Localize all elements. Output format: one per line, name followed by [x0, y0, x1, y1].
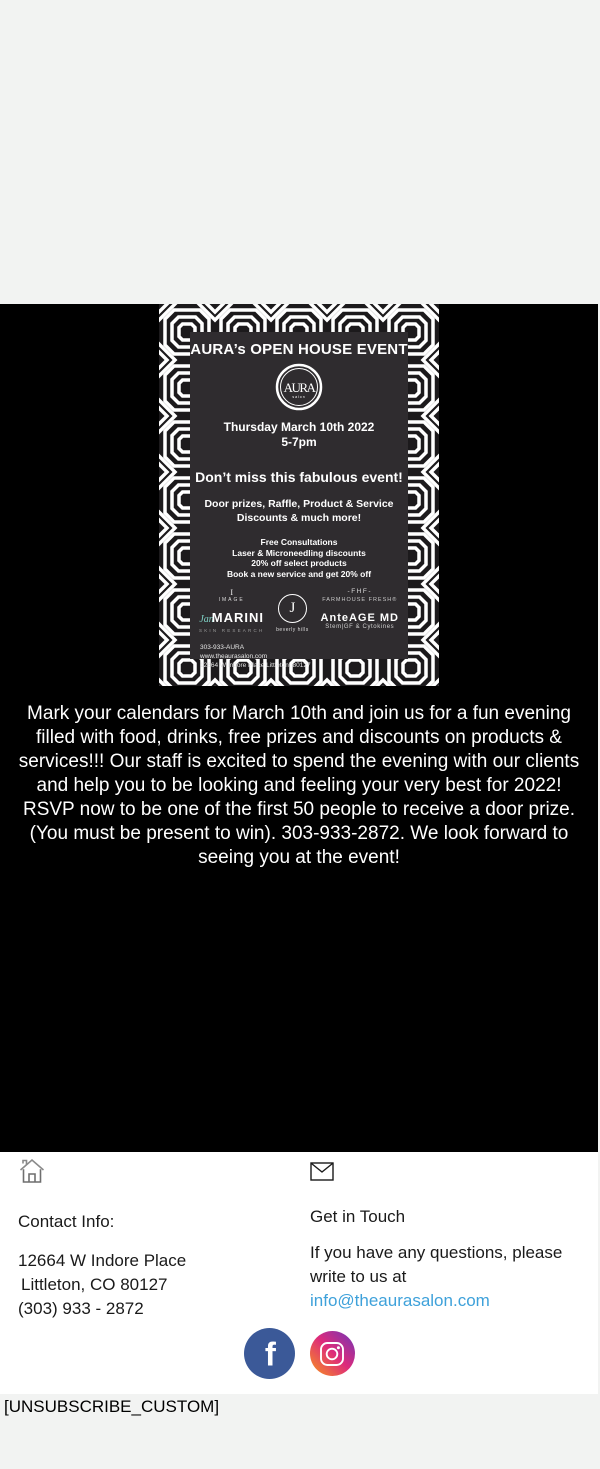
address-line-2: Littleton, CO 80127: [21, 1275, 168, 1294]
unsubscribe-placeholder[interactable]: [UNSUBSCRIBE_CUSTOM]: [4, 1397, 220, 1416]
email-footer: [0, 1152, 598, 1394]
svg-text:salon: salon: [292, 395, 306, 399]
flyer-contact-website: www.theaurasalon.com: [200, 653, 268, 660]
footer-get-in-touch-column: [310, 1157, 582, 1313]
flyer-offer-item: Free Consultations: [260, 537, 338, 547]
contact-address-block: [18, 1249, 290, 1321]
home-icon: [18, 1157, 290, 1190]
image-skincare-logo: I: [230, 588, 234, 597]
contact-phone: (303) 933 - 2872: [18, 1299, 144, 1318]
farmhouse-fresh-logo: -FHF-: [347, 588, 372, 595]
flyer-time: 5-7pm: [281, 435, 317, 449]
flyer-offer-item: Book a new service and get 20% off: [226, 568, 372, 579]
address-line-1: 12664 W Indore Place: [18, 1251, 187, 1270]
footer-contact-column: [18, 1157, 290, 1321]
flyer-subhead-line1: Door prizes, Raffle, Product & Service: [204, 498, 394, 510]
svg-text:AURA: AURA: [283, 380, 315, 395]
envelope-icon: [310, 1162, 582, 1186]
flyer-brand-logos: [190, 588, 408, 636]
get-in-touch-text: If you have any questions, please write to us at info@theaurasalon.com: [310, 1243, 563, 1310]
event-description-paragraph: Mark your calendars for March 10th and join us for a fun evening filled with food, drinks, free prizes and discounts on products & services!!! Our staff is excited to spend the evening with our clients and help you to be looking and feeling your very best for 2022! RSVP now to be one of the first 50 people to receive a door prize. (You must be present to win). 303-933-2872. We look forward to seeing you at the event!: [18, 703, 580, 868]
brand-column-center: J beverly hills: [276, 588, 309, 633]
flyer-subhead-line2: Discounts & much more!: [236, 511, 362, 524]
flyer-offers-list: [190, 537, 408, 579]
flyer-subhead: [190, 498, 408, 525]
top-spacer: [0, 0, 598, 47]
event-flyer-image: [159, 304, 439, 686]
flyer-offer-item: Laser & Microneedling discounts: [232, 547, 366, 558]
brand-column-left: I IMAGE JanMARINI SKIN RESEARCH: [199, 588, 264, 636]
hero-black-section: [0, 304, 598, 1152]
flyer-panel: [190, 332, 408, 669]
facebook-icon[interactable]: f: [244, 1328, 295, 1379]
contact-email-link[interactable]: info@theaurasalon.com: [310, 1291, 490, 1310]
flyer-title: AURA’s OPEN HOUSE EVENT: [190, 341, 408, 358]
flyer-contact-phone: 303-933-AURA: [200, 644, 245, 651]
aura-monogram-logo-icon: [275, 363, 323, 411]
instagram-icon[interactable]: [310, 1331, 355, 1376]
flyer-contact-address: 12664 W Indore Place Littleton, 80127: [200, 662, 311, 669]
contact-info-title: Contact Info:: [18, 1212, 115, 1231]
flyer-headline: Don’t miss this fabulous event!: [195, 469, 403, 485]
flyer-offer-item: 20% off select products: [251, 558, 347, 568]
j-beverly-hills-logo: J: [278, 594, 307, 623]
jan-marini-logo: JanMARINI SKIN RESEARCH: [199, 610, 265, 633]
flyer-contact-block: [190, 643, 408, 670]
flyer-date: Thursday March 10th 2022: [223, 420, 375, 434]
social-icons-row: [0, 1328, 598, 1379]
anteage-md-logo: AnteAGE MD Stem|GF & Cytokines: [320, 612, 399, 630]
bottom-bar: [0, 1394, 598, 1469]
get-in-touch-title: Get in Touch: [310, 1207, 406, 1226]
brand-column-right: -FHF- FARMHOUSE FRESH® AnteAGE MD Stem|GF & Cytokines: [320, 588, 399, 630]
